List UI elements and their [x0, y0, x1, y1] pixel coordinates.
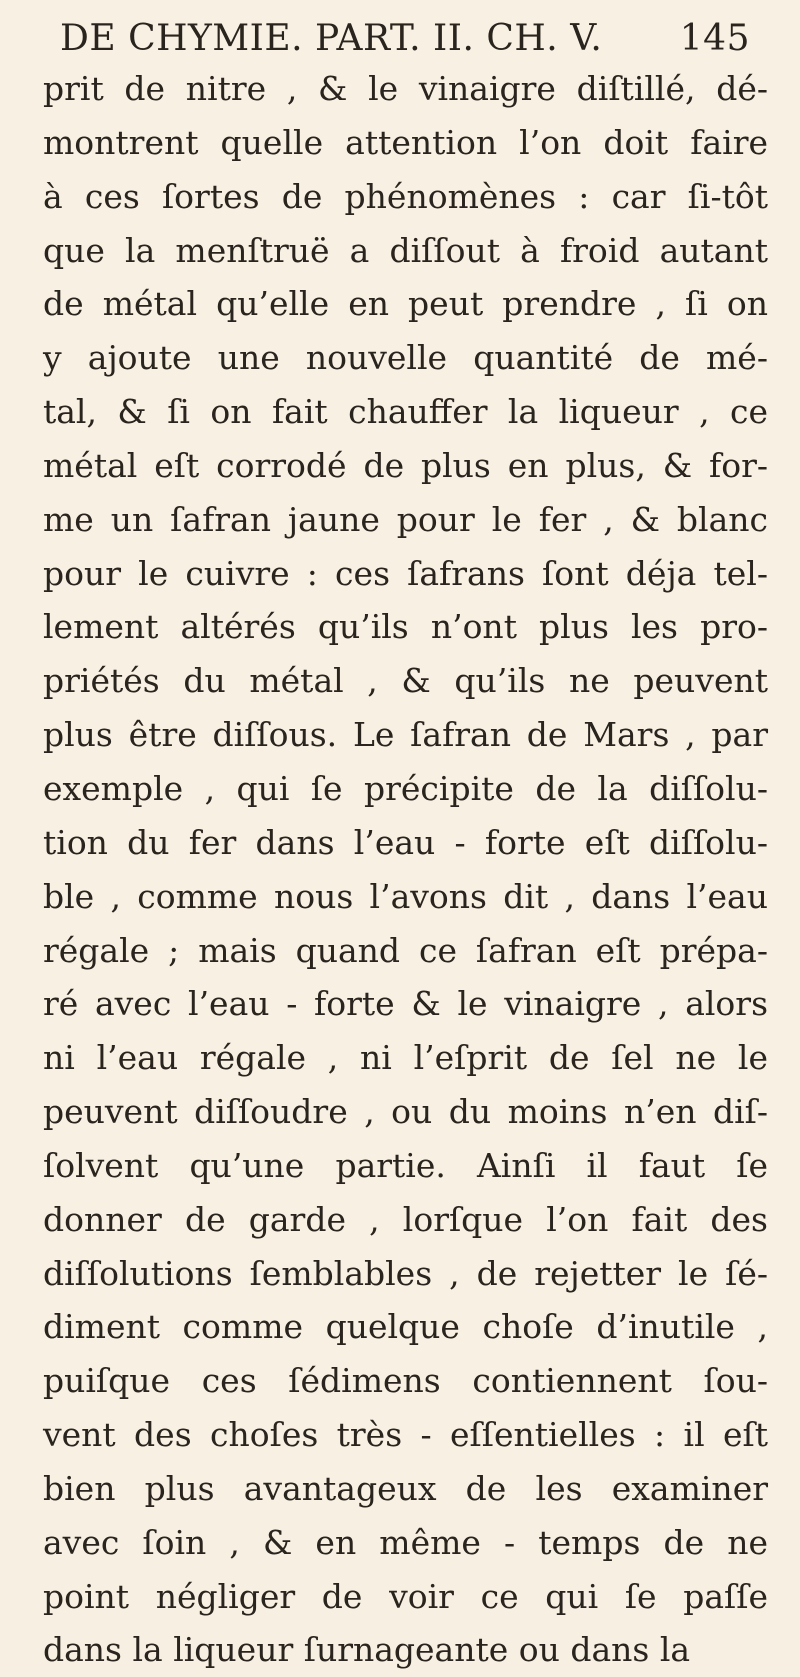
- text-line: à ces ſortes de phénomènes : car ſi-tôt: [43, 176, 768, 216]
- text-line: plus être diſſous. Le ſafran de Mars , par: [43, 715, 768, 755]
- page-header: [60, 14, 750, 64]
- text-line: lement altérés qu’ils n’ont plus les pro-: [43, 607, 768, 647]
- text-line: puiſque ces ſédimens contiennent ſou-: [43, 1361, 768, 1401]
- text-line: métal eſt corrodé de plus en plus, & for-: [43, 445, 768, 485]
- page-number: 145: [679, 18, 750, 59]
- text-line: pour le cuivre : ces ſafrans ſont déja tel-: [43, 553, 768, 593]
- text-line: peuvent diſſoudre , ou du moins n’en diſ-: [43, 1092, 768, 1132]
- text-line: dans la liqueur ſurnageante ou dans la: [43, 1630, 691, 1670]
- text-line: y ajoute une nouvelle quantité de mé-: [43, 338, 768, 378]
- text-line: tion du fer dans l’eau - forte eſt diſſolu-: [43, 822, 768, 862]
- running-title: DE CHYMIE. PART. II. CH. V.: [60, 18, 603, 59]
- text-line: ni l’eau régale , ni l’eſprit de ſel ne le: [43, 1038, 768, 1078]
- text-line: point négliger de voir ce qui ſe paſſe: [43, 1576, 768, 1616]
- body-text: [43, 62, 768, 1677]
- text-line: ble , comme nous l’avons dit , dans l’eau: [43, 876, 768, 916]
- text-line: ſolvent qu’une partie. Ainſi il faut ſe: [43, 1145, 768, 1185]
- text-line: tal, & ſi on fait chauffer la liqueur , ce: [43, 392, 768, 432]
- text-line: diſſolutions ſemblables , de rejetter le ſé-: [43, 1253, 768, 1293]
- text-line: de métal qu’elle en peut prendre , ſi on: [43, 284, 768, 324]
- text-line: vent des choſes très - eſſentielles : il eſt: [43, 1415, 768, 1455]
- text-line: diment comme quelque choſe d’inutile ,: [43, 1307, 768, 1347]
- text-line: me un ſafran jaune pour le fer , & blanc: [43, 499, 768, 539]
- text-line: exemple , qui ſe précipite de la diſſolu-: [43, 768, 768, 808]
- text-line: prit de nitre , & le vinaigre diſtillé, dé-: [43, 69, 768, 108]
- text-line: que la menſtruë a diſſout à froid autant: [43, 230, 768, 270]
- text-line: priétés du métal , & qu’ils ne peuvent: [43, 661, 768, 701]
- text-line: ré avec l’eau - forte & le vinaigre , alors: [43, 984, 768, 1024]
- text-line: montrent quelle attention l’on doit faire: [43, 122, 768, 162]
- text-line: avec ſoin , & en même - temps de ne: [43, 1522, 768, 1562]
- text-line: régale ; mais quand ce ſafran eſt prépa-: [43, 930, 768, 970]
- text-line: bien plus avantageux de les examiner: [43, 1468, 768, 1508]
- text-line: donner de garde , lorſque l’on fait des: [43, 1199, 768, 1239]
